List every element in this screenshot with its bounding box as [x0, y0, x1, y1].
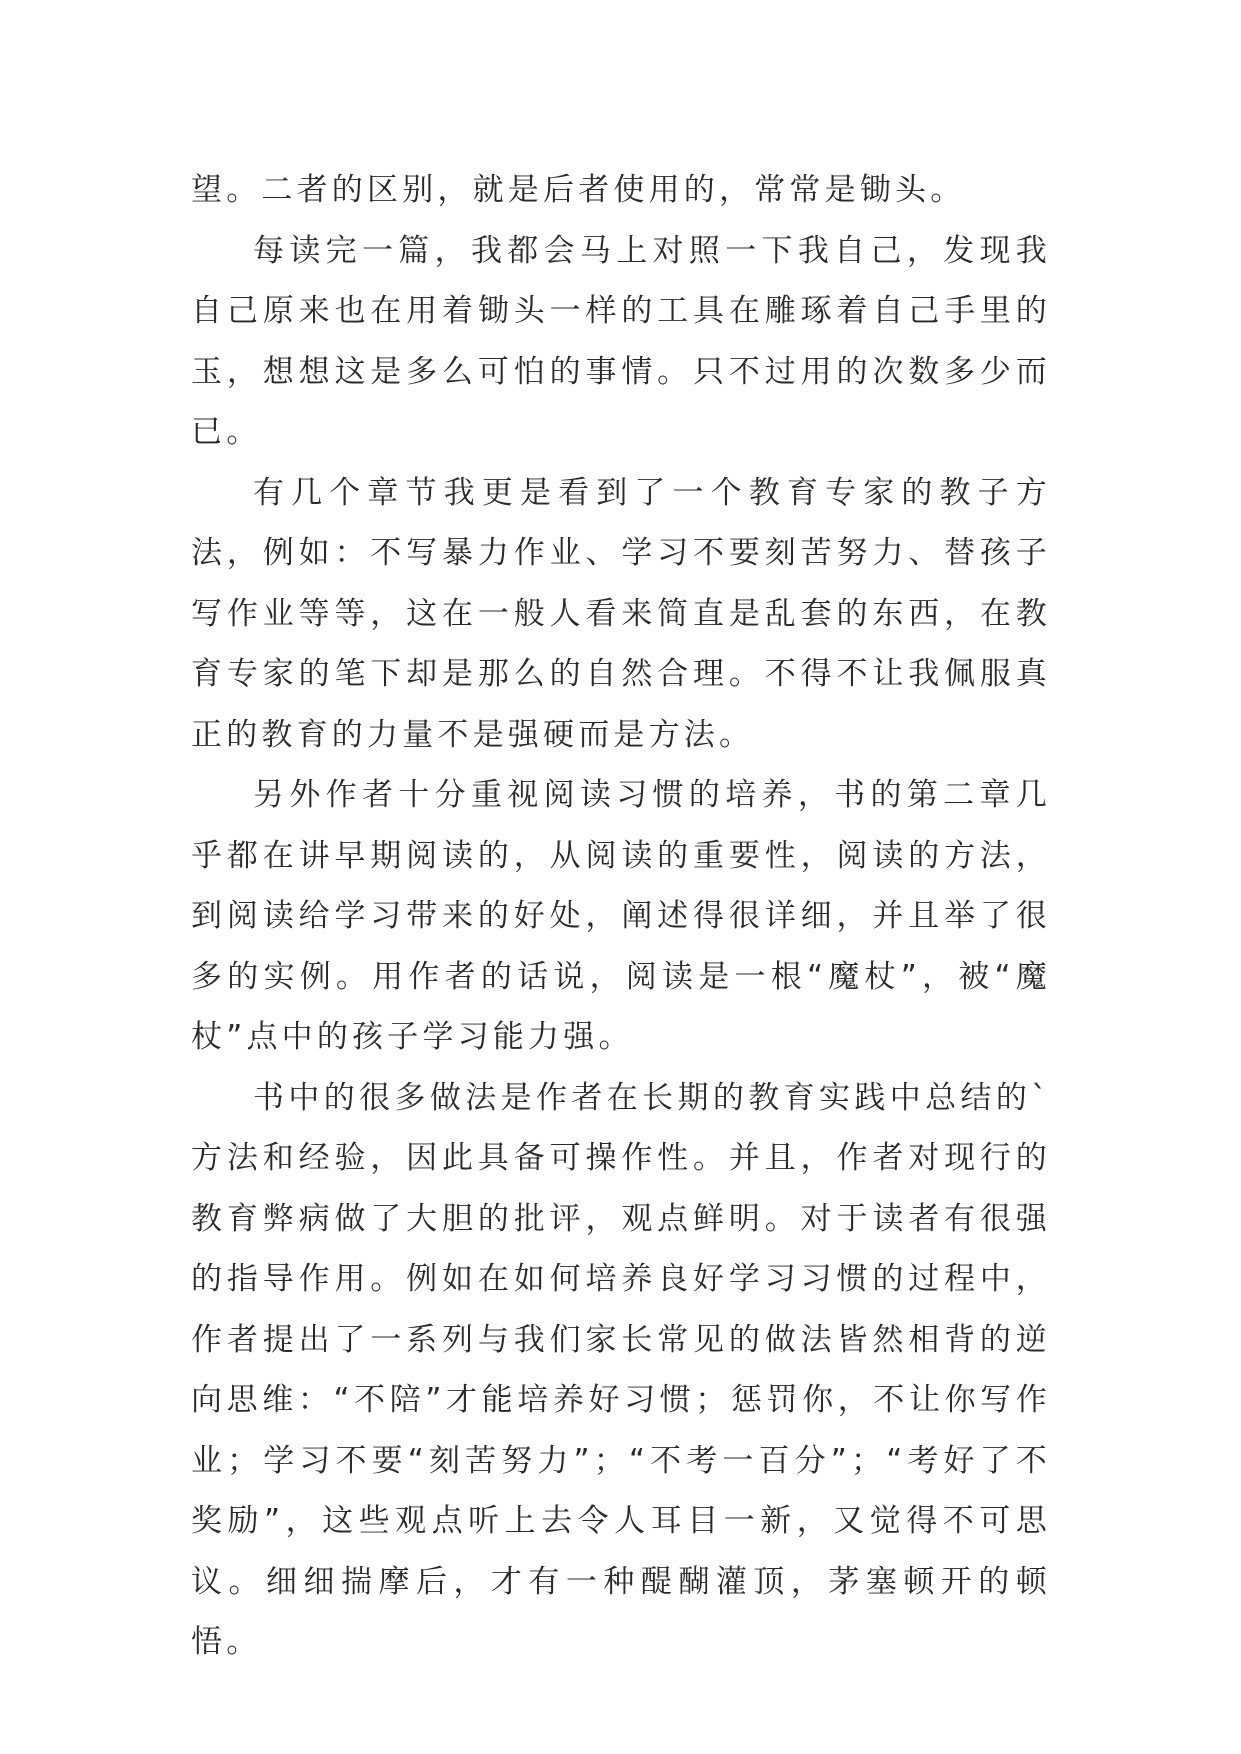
paragraph-2: 每读完一篇，我都会马上对照一下我自己，发现我自己原来也在用着锄头一样的工具在雕琢着自己手里的玉，想想这是多么可怕的事情。只不过用的次数多少而已。	[191, 232, 1051, 450]
paragraph-4: 另外作者十分重视阅读习惯的培养，书的第二章几乎都在讲早期阅读的，从阅读的重要性，阅读的方法，到阅读给学习带来的好处，阐述得很详细，并且举了很多的实例。用作者的话说，阅读是一根“魔杖”，被“魔杖”点中的孩子学习能力强。	[191, 777, 1051, 1055]
paragraph-1: 望。二者的区别，就是后者使用的，常常是锄头。	[191, 172, 966, 208]
document-body	[191, 160, 1051, 1673]
paragraph-3: 有几个章节我更是看到了一个教育专家的教子方法，例如：不写暴力作业、学习不要刻苦努力、替孩子写作业等等，这在一般人看来简直是乱套的东西，在教育专家的笔下却是那么的自然合理。不得不让我佩服真正的教育的力量不是强硬而是方法。	[191, 474, 1051, 753]
paragraph-5: 书中的很多做法是作者在长期的教育实践中总结的`方法和经验，因此具备可操作性。并且，作者对现行的教育弊病做了大胆的批评，观点鲜明。对于读者有很强的指导作用。例如在如何培养良好学习习惯的过程中，作者提出了一系列与我们家长常见的做法皆然相背的逆向思维：“不陪”才能培养好习惯；惩罚你，不让你写作业；学习不要“刻苦努力”；“不考一百分”；“考好了不奖励”，这些观点听上去令人耳目一新，又觉得不可思议。细细揣摩后，才有一种醍醐灌顶，茅塞顿开的顿悟。	[191, 1079, 1051, 1660]
